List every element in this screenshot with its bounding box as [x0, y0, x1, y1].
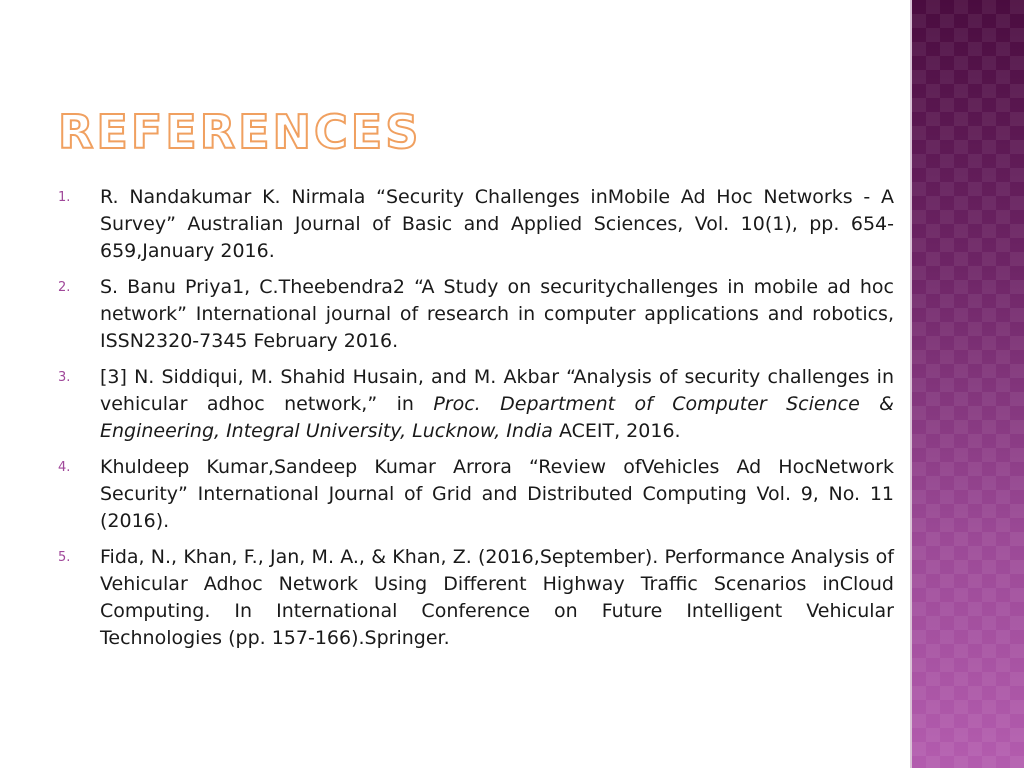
reference-number: 4. [58, 460, 71, 475]
reference-text: Khuldeep Kumar,Sandeep Kumar Arrora “Review ofVehicles Ad HocNetwork Security” International Journal of Grid and Distributed Computing Vol. 9, No. 11 (2016). [100, 456, 894, 532]
reference-number: 3. [58, 370, 71, 385]
reference-tail: ACEIT, 2016. [552, 420, 681, 442]
reference-text: R. Nandakumar K. Nirmala “Security Challenges inMobile Ad Hoc Networks - A Survey” Australian Journal of Basic and Applied Sciences, Vol. 10(1), pp. 654-659,January 2016. [100, 186, 894, 262]
reference-number: 5. [58, 550, 71, 565]
reference-item-1 [58, 184, 894, 265]
reference-italic-source: Proc. Department of Computer Science & Engineering, Integral University, Lucknow, India [100, 393, 894, 442]
reference-item-5 [58, 544, 894, 652]
reference-list [58, 184, 894, 661]
reference-text: Fida, N., Khan, F., Jan, M. A., & Khan, Z. (2016,September). Performance Analysis of Vehicular Adhoc Network Using Different Highway Traffic Scenarios inCloud Computing. In International Conference on Future Intelligent Vehicular Technologies (pp. 157-166).Springer. [100, 546, 894, 649]
reference-number: 1. [58, 190, 71, 205]
slide-title: REFERENCES [58, 105, 422, 159]
reference-item-4 [58, 454, 894, 535]
reference-text: [3] N. Siddiqui, M. Shahid Husain, and M. Akbar “Analysis of security challenges in vehicular adhoc network,” in [100, 366, 894, 415]
decorative-side-band [912, 0, 1024, 768]
reference-item-2 [58, 274, 894, 355]
reference-number: 2. [58, 280, 71, 295]
reference-item-3 [58, 364, 894, 445]
reference-text: S. Banu Priya1, C.Theebendra2 “A Study on securitychallenges in mobile ad hoc network” International journal of research in computer applications and robotics, ISSN2320-7345 February 2016. [100, 276, 894, 352]
